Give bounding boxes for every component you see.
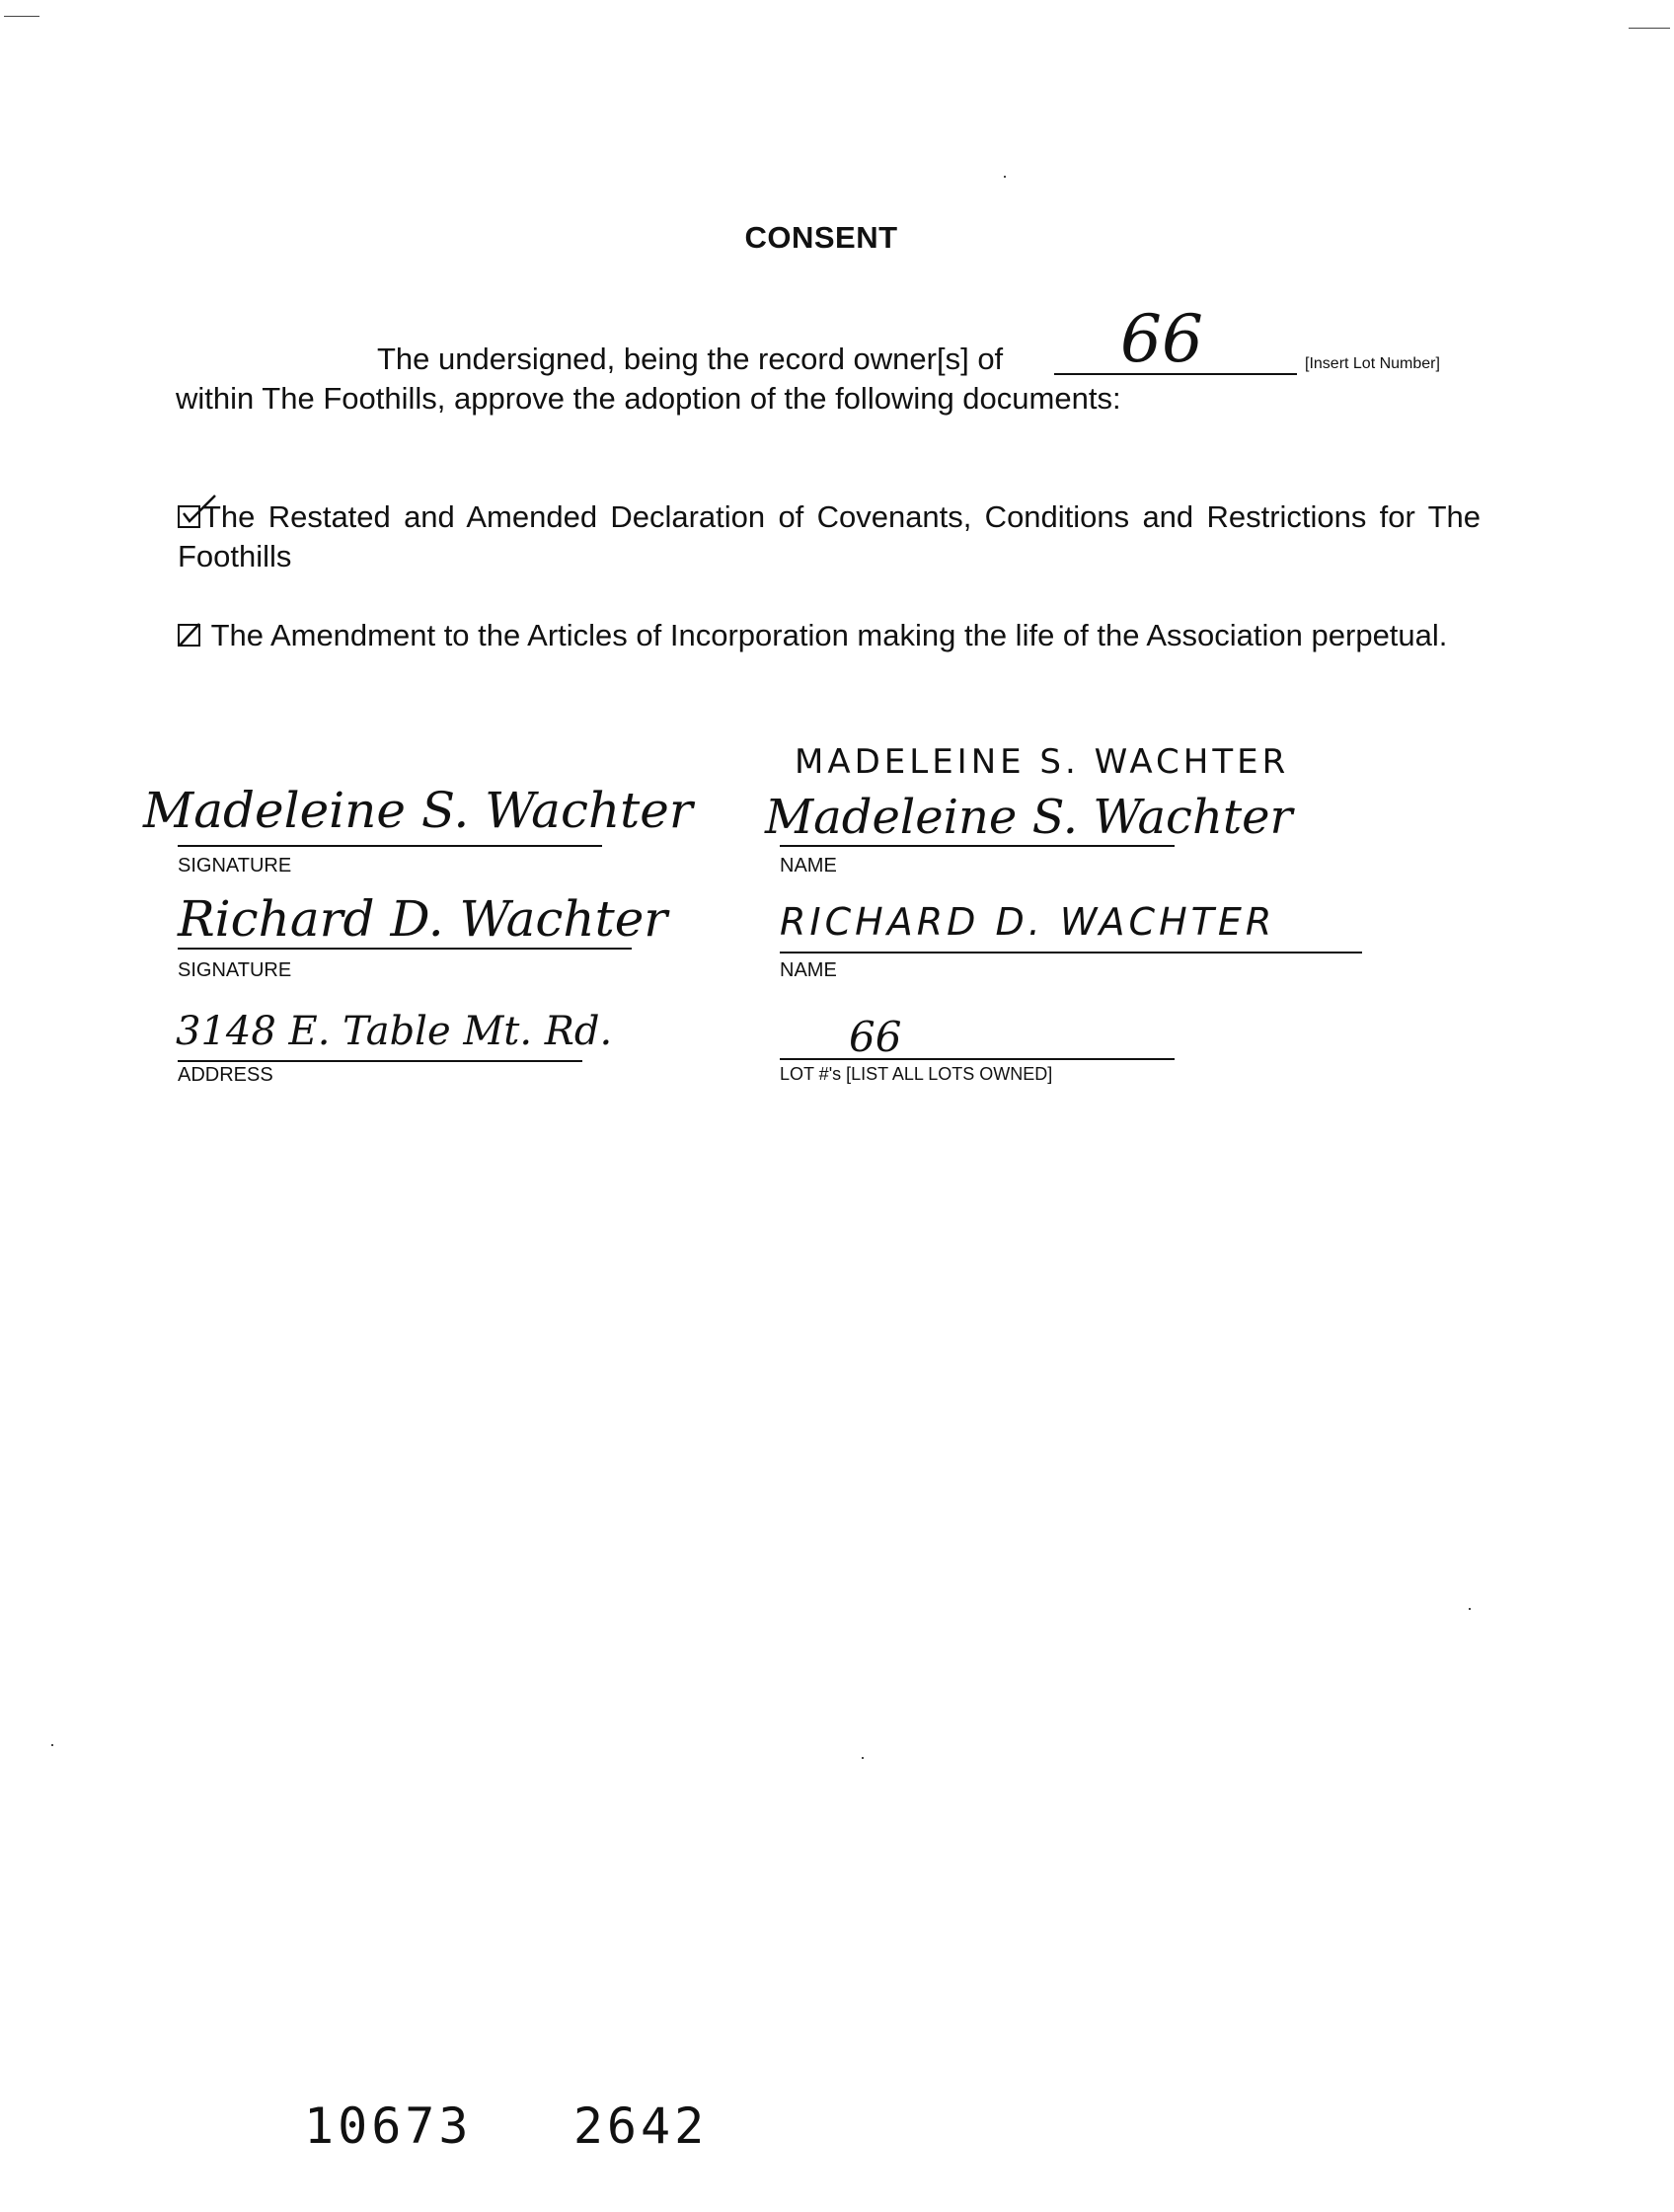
address-line xyxy=(178,1060,582,1062)
recording-number: 10673 2642 xyxy=(304,2098,709,2155)
name-1-printed: MADELEINE S. WACHTER xyxy=(795,742,1290,782)
signature-2-line xyxy=(178,948,632,950)
scan-artifact xyxy=(1469,1608,1471,1610)
item-declaration-text: The Restated and Amended Declaration of Covenants, Conditions and Restrictions for The Foothills xyxy=(178,499,1481,573)
checkbox-declaration[interactable] xyxy=(178,505,200,528)
scan-artifact xyxy=(1004,176,1006,178)
address-label: ADDRESS xyxy=(178,1064,273,1086)
document-title: CONSENT xyxy=(744,220,898,255)
insert-lot-note: [Insert Lot Number] xyxy=(1305,355,1440,372)
signature-label-1: SIGNATURE xyxy=(178,855,292,877)
signature-label-2: SIGNATURE xyxy=(178,959,292,981)
document-item-declaration xyxy=(178,497,1481,576)
scan-artifact xyxy=(1629,28,1670,29)
scan-artifact xyxy=(51,1744,53,1746)
scan-artifact xyxy=(4,16,39,17)
intro-line-1: The undersigned, being the record owner[s] of xyxy=(377,342,1004,376)
name-1-line xyxy=(780,845,1175,847)
checkmark-icon xyxy=(178,612,201,648)
lots-handwritten: 66 xyxy=(849,1013,902,1061)
item-amendment-text: The Amendment to the Articles of Incorporation making the life of the Association perpetual. xyxy=(210,618,1448,652)
signature-1-handwritten: Madeleine S. Wachter xyxy=(143,782,693,839)
lots-line xyxy=(780,1058,1175,1060)
lot-number-handwritten: 66 xyxy=(1120,301,1203,377)
address-handwritten: 3148 E. Table Mt. Rd. xyxy=(176,1009,613,1054)
lots-label: LOT #'s [LIST ALL LOTS OWNED] xyxy=(780,1064,1053,1084)
name-2-line xyxy=(780,952,1362,953)
checkbox-amendment[interactable] xyxy=(178,624,200,647)
name-label-1: NAME xyxy=(780,855,837,877)
intro-line-2: within The Foothills, approve the adoption of the following documents: xyxy=(176,381,1121,416)
name-2-handwritten: RICHARD D. WACHTER xyxy=(780,900,1276,944)
scan-artifact xyxy=(862,1757,864,1759)
signature-1-line xyxy=(178,845,602,847)
checkmark-icon xyxy=(178,494,217,529)
name-label-2: NAME xyxy=(780,959,837,981)
name-1-cursive: Madeleine S. Wachter xyxy=(765,790,1293,845)
signature-2-handwritten: Richard D. Wachter xyxy=(178,890,668,948)
document-item-amendment xyxy=(178,616,1481,655)
